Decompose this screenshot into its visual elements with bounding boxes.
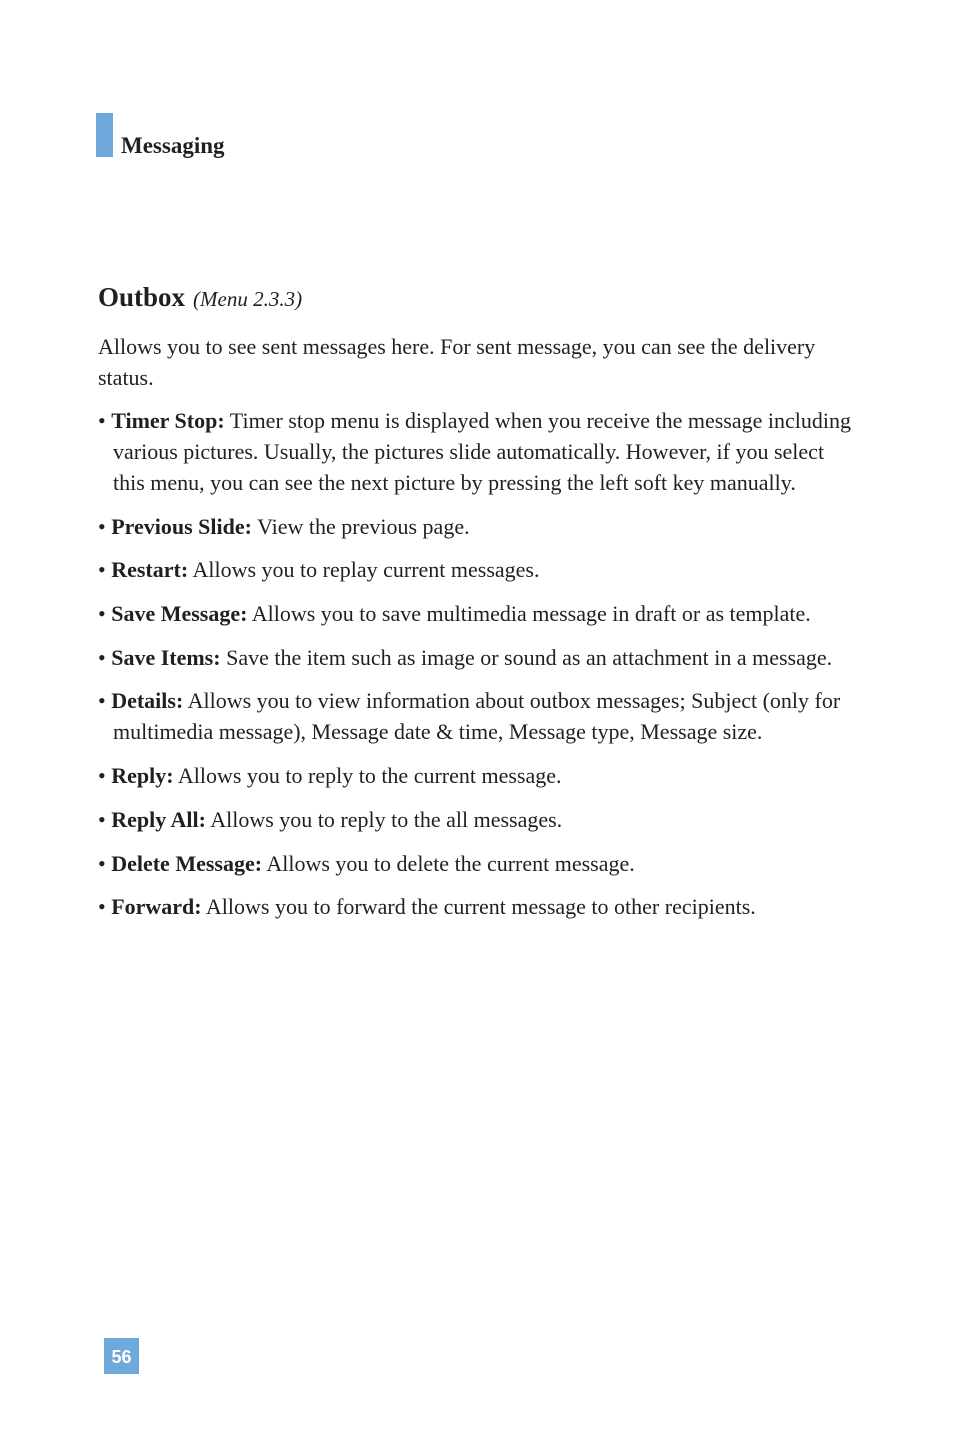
menu-reference: (Menu 2.3.3) (193, 287, 303, 311)
page-content (98, 280, 858, 935)
item-term: Reply All: (111, 806, 206, 832)
item-description: Timer stop menu is displayed when you receive the message including various pictures. Usually, the pictures slide automatically. However, if you select this menu, you can see the next picture by pressing the left soft key manually. (113, 408, 851, 495)
page-number: 56 (104, 1338, 139, 1374)
section-title: Outbox (98, 282, 186, 312)
list-item: • Restart: Allows you to replay current messages. (98, 557, 540, 583)
item-term: Timer Stop: (111, 408, 225, 433)
list-item: • Save Items: Save the item such as image or sound as an attachment in a message. (98, 644, 833, 670)
list-item: • Timer Stop: Timer stop menu is displayed when you receive the message including various pictures. Usually, the pictures slide automatically. However, if you select this menu, you can see the next picture by pressing the left soft key manually. (98, 408, 851, 495)
item-term: Save Items: (111, 644, 221, 670)
section-intro: Allows you to see sent messages here. For sent message, you can see the delivery status. (98, 334, 816, 390)
item-description: Allows you to reply to the all messages. (210, 806, 563, 832)
item-description: Allows you to replay current messages. (192, 557, 540, 583)
item-term: Details: (111, 688, 184, 714)
item-description: Allows you to delete the current message. (266, 850, 635, 876)
item-description: Allows you to forward the current message to other recipients. (205, 894, 756, 920)
list-item: • Details: Allows you to view information about outbox messages; Subject (only for multimedia message), Message date & time, Message type, Message size. (98, 688, 841, 745)
option-list (98, 405, 858, 922)
section-heading (98, 280, 858, 319)
item-term: Reply: (111, 763, 174, 789)
item-description: Allows you to view information about outbox messages; Subject (only for multimedia message), Message date & time, Message type, Message size. (113, 688, 841, 745)
item-term: Forward: (111, 894, 202, 920)
section-label: Messaging (121, 133, 225, 158)
item-description: Save the item such as image or sound as an attachment in a message. (226, 644, 833, 670)
list-item: • Delete Message: Allows you to delete the current message. (98, 850, 635, 876)
item-term: Save Message: (111, 601, 248, 627)
item-description: Allows you to reply to the current message. (177, 763, 562, 789)
section-marker (96, 113, 113, 157)
list-item: • Save Message: Allows you to save multimedia message in draft or as template. (98, 601, 811, 627)
list-item: • Forward: Allows you to forward the current message to other recipients. (98, 894, 756, 920)
item-term: Delete Message: (111, 850, 263, 876)
list-item: • Reply All: Allows you to reply to the all messages. (98, 806, 563, 832)
list-item: • Reply: Allows you to reply to the current message. (98, 763, 562, 789)
item-description: View the previous page. (257, 513, 470, 539)
item-term: Restart: (111, 557, 189, 583)
item-description: Allows you to save multimedia message in draft or as template. (251, 601, 811, 627)
list-item: • Previous Slide: View the previous page. (98, 513, 470, 539)
item-term: Previous Slide: (111, 513, 252, 539)
